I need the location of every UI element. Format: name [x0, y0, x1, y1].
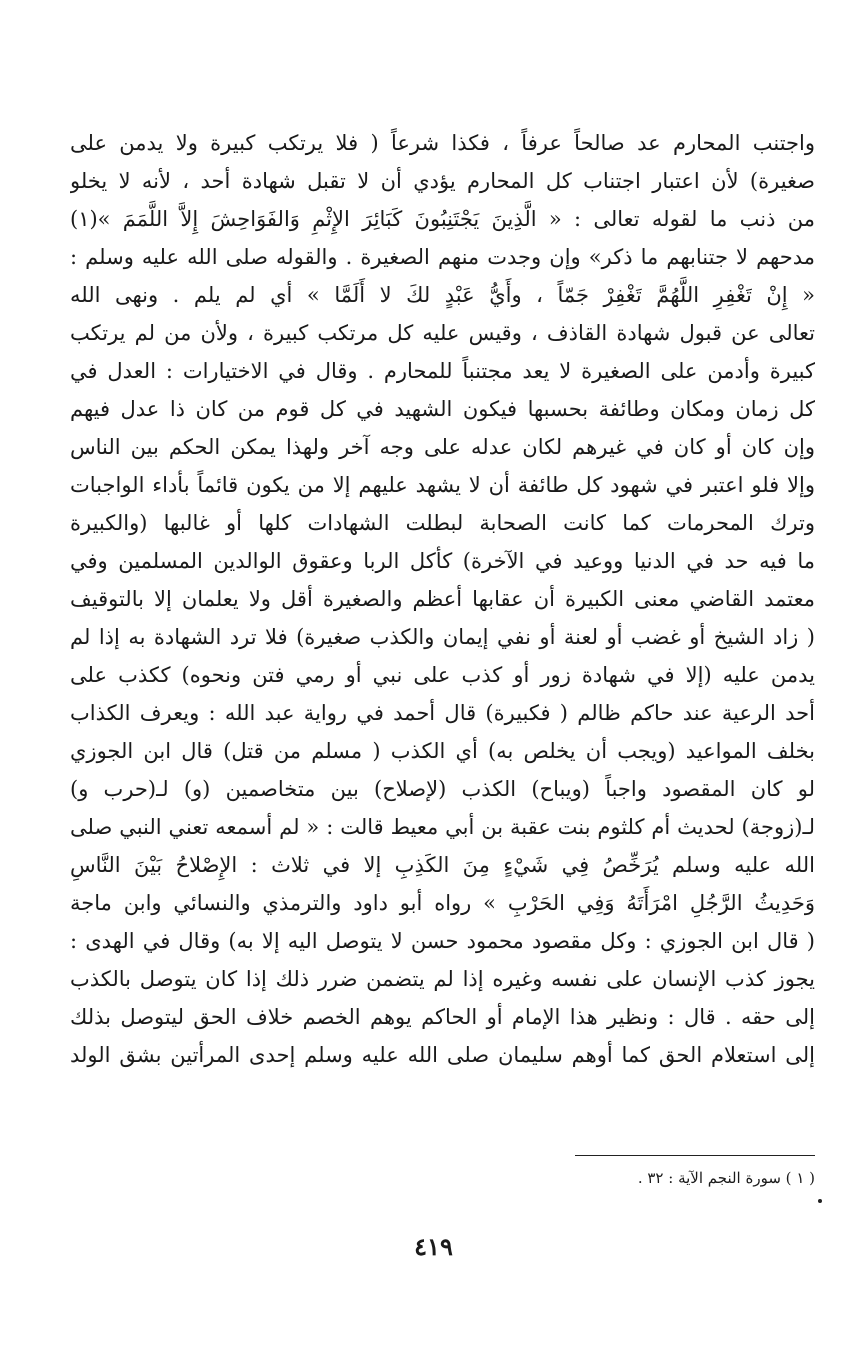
text-line: من ذنب ما لقوله تعالى : « الَّذِينَ يَجْتَنِبُونَ كَبَائِرَ الإِثْمِ وَالفَوَاحِشَ إِلاَّ اللَّمَمَ »(١): [70, 207, 815, 231]
text-line: يدمن عليه (إلا في شهادة زور أو كذب على نبي أو رمي فتن ونحوه) ككذب على: [70, 663, 815, 687]
text-line: ( قال ابن الجوزي : وكل مقصود محمود حسن لا يتوصل اليه إلا به) وقال في الهدى :: [70, 929, 815, 953]
text-line: « إِنْ تَغْفِرِ اللَّهُمَّ تَغْفِرْ جَمّاً ، وأَيُّ عَبْدٍ لكَ لا أَلَمَّا » أي لم يلم . ونهى الله: [70, 283, 815, 307]
text-line: واجتنب المحارم عد صالحاً عرفاً ، فكذا شرعاً ( فلا يرتكب كبيرة ولا يدمن على: [70, 131, 815, 155]
text-line: بخلف المواعيد (ويجب أن يخلص به) أي الكذب ( مسلم من قتل) قال ابن الجوزي: [70, 739, 815, 763]
page-number: ٤١٩: [414, 1232, 453, 1261]
text-line: وإن كان أو كان في غيرهم لكان عدله على وجه آخر ولهذا يمكن الحكم بين الناس: [70, 435, 815, 459]
text-line: الله عليه وسلم يُرَخِّصُ فِي شَيْءٍ مِنَ الكَذِبِ إلا في ثلاث : الإِصْلاحُ بَيْنَ النَّاسِ: [70, 853, 815, 877]
text-line: ( زاد الشيخ أو غضب أو لعنة أو نفي إيمان والكذب صغيرة) فلا ترد الشهادة به إذا لم: [70, 625, 815, 649]
text-line: وإلا فلو اعتبر في شهود كل طائفة أن لا يشهد عليهم إلا من يكون قائماً بأداء الواجبات: [70, 473, 815, 497]
text-line: كبيرة وأدمن على الصغيرة لا يعد مجتنباً للمحارم . وقال في الاختيارات : العدل في: [70, 359, 815, 383]
text-line: إلى حقه . قال : ونظير هذا الإمام أو الحاكم يوهم الخصم خلاف الحق ليتوصل بذلك: [70, 1005, 815, 1029]
ink-mark: [818, 1199, 822, 1203]
body-text: [70, 124, 815, 1074]
footnote-separator: [575, 1155, 815, 1156]
text-line: وَحَدِيثُ الرَّجُلِ امْرَأَتَهُ وَفِي الحَرْبِ » رواه أبو داود والترمذي والنسائي وابن ماجة: [70, 891, 815, 915]
footnote: ( ١ ) سورة النجم الآية : ٣٢ .: [637, 1169, 815, 1187]
text-line: أحد الرعية عند حاكم ظالم ( فكبيرة) قال أحمد في رواية عبد الله : ويعرف الكذاب: [70, 701, 815, 725]
text-line: وترك المحرمات كما كانت الصحابة لبطلت الشهادات كلها أو غالبها (والكبيرة: [70, 511, 815, 535]
text-line: ما فيه حد في الدنيا ووعيد في الآخرة) كأكل الربا وعقوق الوالدين المسلمين وفي: [70, 549, 815, 573]
text-line: كل زمان ومكان وطائفة بحسبها فيكون الشهيد في كل قوم من كان ذا عدل فيهم: [70, 397, 815, 421]
text-line: إلى استعلام الحق كما أوهم سليمان صلى الله عليه وسلم إحدى المرأتين بشق الولد: [70, 1043, 815, 1067]
text-line: معتمد القاضي معنى الكبيرة أن عقابها أعظم والصغيرة أقل ولا يعلمان إلا بالتوقيف: [70, 587, 815, 611]
text-line: صغيرة) لأن اعتبار اجتناب كل المحارم يؤدي أن لا تقبل شهادة أحد ، لأنه لا يخلو: [70, 169, 815, 193]
text-line: مدحهم لا جتنابهم ما ذكر» وإن وجدت منهم الصغيرة . والقوله صلى الله عليه وسلم :: [70, 245, 815, 269]
text-line: لو كان المقصود واجباً (ويباح) الكذب (لإصلاح) بين متخاصمين (و) لـ(حرب و): [70, 777, 815, 801]
text-line: يجوز كذب الإنسان على نفسه وغيره إذا لم يتضمن ضرر ذلك إذا كان يتوصل بالكذب: [70, 967, 815, 991]
text-line: لـ(زوجة) لحديث أم كلثوم بنت عقبة بن أبي معيط قالت : « لم أسمعه تعني النبي صلى: [70, 815, 815, 839]
text-line: تعالى عن قبول شهادة القاذف ، وقيس عليه كل مرتكب كبيرة ، ولأن من لم يرتكب: [70, 321, 815, 345]
